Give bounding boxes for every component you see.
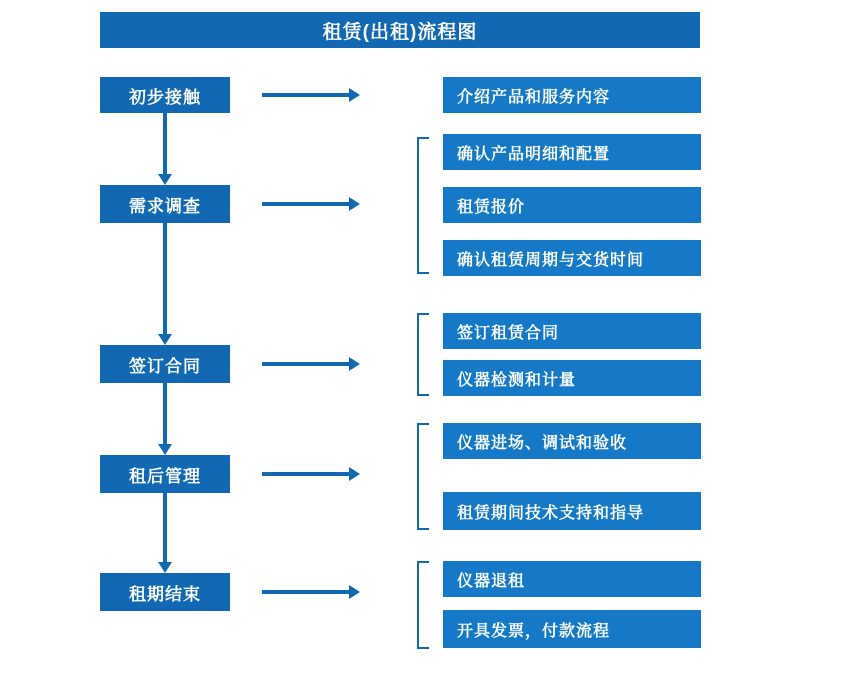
bracket-group-2 (417, 137, 429, 274)
detail-box-10[interactable]: 开具发票，付款流程 (443, 610, 701, 648)
detail-box-3[interactable]: 租赁报价 (443, 187, 701, 223)
stage-box-2[interactable]: 需求调查 (100, 185, 230, 223)
bracket-group-5 (417, 561, 429, 649)
stage-box-1[interactable]: 初步接触 (100, 77, 230, 113)
detail-box-2[interactable]: 确认产品明细和配置 (443, 134, 701, 170)
stage-box-5[interactable]: 租期结束 (100, 573, 230, 611)
detail-box-5[interactable]: 签订租赁合同 (443, 313, 701, 349)
connector-stage-4-to-5 (158, 493, 172, 573)
connector-stage-1-to-2 (158, 113, 172, 185)
stage-box-4[interactable]: 租后管理 (100, 455, 230, 493)
bracket-group-4 (417, 423, 429, 530)
detail-box-7[interactable]: 仪器进场、调试和验收 (443, 423, 701, 459)
detail-box-4[interactable]: 确认租赁周期与交货时间 (443, 240, 701, 276)
detail-box-6[interactable]: 仪器检测和计量 (443, 360, 701, 396)
detail-box-9[interactable]: 仪器退租 (443, 561, 701, 597)
arrow-stage-1-details (262, 88, 360, 102)
diagram-title: 租赁(出租)流程图 (100, 12, 700, 48)
detail-box-1[interactable]: 介绍产品和服务内容 (443, 77, 701, 113)
detail-box-8[interactable]: 租赁期间技术支持和指导 (443, 492, 701, 530)
bracket-group-3 (417, 313, 429, 396)
arrow-stage-5-details (262, 585, 360, 599)
connector-stage-3-to-4 (158, 383, 172, 455)
arrow-stage-2-details (262, 197, 360, 211)
stage-box-3[interactable]: 签订合同 (100, 345, 230, 383)
arrow-stage-3-details (262, 357, 360, 371)
arrow-stage-4-details (262, 467, 360, 481)
connector-stage-2-to-3 (158, 223, 172, 345)
